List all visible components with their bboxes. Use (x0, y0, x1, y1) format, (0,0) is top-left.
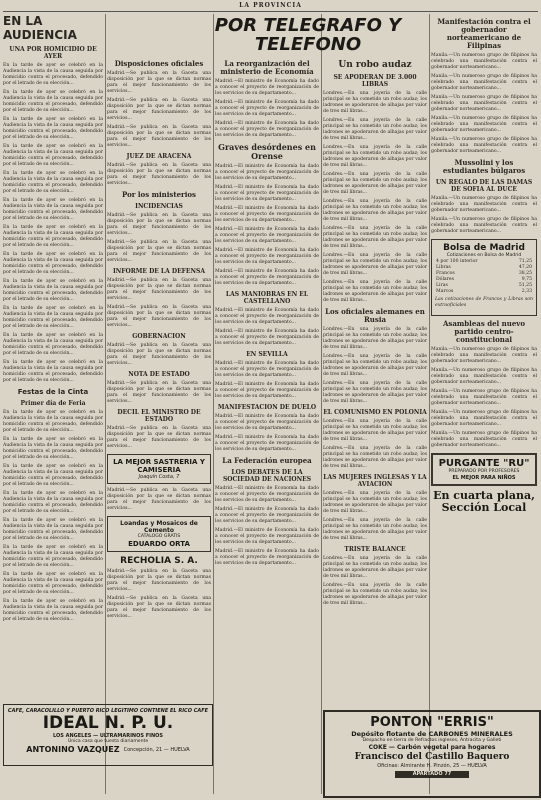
bolsa-label: Dólares (436, 277, 454, 282)
masthead-rule (3, 11, 538, 12)
article-text: Londres.—En una joyería de la calle principal se ha cometido un robo audaz; los ladrones se apoderaron de alhajas por valor de tres mil libras... (323, 199, 427, 222)
article-text: Manila.—Un numeroso grupo de filipinos ha celebrado una manifestación contra el gobernador norteamericano... (431, 137, 537, 154)
bolsa-label: Libras (436, 265, 451, 270)
article-text: Madrid.—Se publica en la Gaceta una disposición por la que se dictan normas para el mejor funcionamiento de los servicios... (107, 125, 211, 148)
article-text: En la tarde de ayer se celebró en la Audiencia la vista de la causa seguida por homicidio contra el procesado, defendido por el letrado de su elección... (3, 90, 103, 113)
article-text: Madrid.—Se publica en la Gaceta una disposición por la que se dictan normas para el mejor funcionamiento de los servicios... (107, 426, 211, 449)
article-text: En la tarde de ayer se celebró en la Audiencia la vista de la causa seguida por homicidio contra el procesado, defendido por el letrado de su elección... (3, 599, 103, 622)
article-text: Madrid.—Se publica en la Gaceta una disposición por la que se dictan normas para el mejor funcionamiento de los servicios... (107, 343, 211, 366)
article-text: Manila.—Un numeroso grupo de filipinos ha celebrado una manifestación contra el gobernador norteamericano... (431, 347, 537, 364)
ad-ponton-line3: COKE — Carbón vegetal para hogares (368, 744, 496, 751)
article-text: Londres.—En una joyería de la calle principal se ha cometido un robo audaz; los ladrones se apoderaron de alhajas por valor de tres mil libras... (323, 172, 427, 195)
bolsa-value: 47,20 (518, 265, 532, 270)
column-4 (323, 56, 427, 704)
article-text: Madrid.—El ministro de Economía ha dado a conocer el proyecto de reorganización de los servicios de su departamento... (215, 361, 319, 378)
ad-sastreria-address: Joaquín Costa, 7 (138, 474, 180, 480)
bolsa-note: Las cotizaciones de Francos y Libras son extraoficiales (435, 297, 533, 308)
article-text: En la tarde de ayer se celebró en la Audiencia la vista de la causa seguida por homicidio contra el procesado, defendido por el letrado de su elección... (3, 545, 103, 568)
article-text: En la tarde de ayer se celebró en la Audiencia la vista de la causa seguida por homicidio contra el procesado, defendido por el letrado de su elección... (3, 198, 103, 221)
section-heading: INFORME DE LA DEFENSA (113, 268, 205, 275)
bolsa-value: 38,25 (518, 271, 532, 276)
article-text: Londres.—En una joyería de la calle principal se ha cometido un robo audaz; los ladrones se apoderaron de alhajas por valor de tres mil libras... (323, 446, 427, 469)
article-text: En la tarde de ayer se celebró en la Audiencia la vista de la causa seguida por homicidio contra el procesado, defendido por el letrado de su elección... (3, 410, 103, 433)
ad-ponton-address: Oficinas: Almirante H. Pinzón, 25 — HUELVA (377, 763, 487, 769)
ad-ideal-sub2: Única casa que tuesta diariamente (67, 739, 149, 744)
article-text: En la tarde de ayer se celebró en la Audiencia la vista de la causa seguida por homicidio contra el procesado, defendido por el letrado de su elección... (3, 306, 103, 329)
article-text: Madrid.—Se publica en la Gaceta una disposición por la que se dictan normas para el mejor funcionamiento de los servicios... (107, 71, 211, 94)
section-subheading: UN REGALO DE LAS DAMAS DE SOFIA AL DUCE (435, 179, 533, 193)
ad-ponton-apartado: APARTADO 77 (395, 771, 469, 778)
article-text: Manila.—Un numeroso grupo de filipinos ha celebrado una manifestación contra el gobernador norteamericano... (431, 217, 537, 234)
section-subheading: SE APODERAN DE 3.000 LIBRAS (333, 74, 417, 88)
article-text: Madrid.—El ministro de Economía ha dado a conocer el proyecto de reorganización de los servicios de su departamento... (215, 528, 319, 545)
section-heading-cinta: Festas de la Cinta (17, 388, 89, 396)
section-heading: LAS MUJERES INGLESAS Y LA AVIACION (323, 474, 427, 488)
article-text: Madrid.—El ministro de Economía ha dado a conocer el proyecto de reorganización de los servicios de su departamento... (215, 206, 319, 223)
article-text: Manila.—Un numeroso grupo de filipinos ha celebrado una manifestación contra el gobernador norteamericano... (431, 53, 537, 70)
article-text: Madrid.—El ministro de Economía ha dado a conocer el proyecto de reorganización de los servicios de su departamento... (215, 549, 319, 566)
article-text: Londres.—En una joyería de la calle principal se ha cometido un robo audaz; los ladrones se apoderaron de alhajas por valor de tres mil libras... (323, 491, 427, 514)
section-heading: JUEZ DE ARACENA (126, 153, 192, 160)
article-text: Madrid.—El ministro de Economía ha dado a conocer el proyecto de reorganización de los servicios de su departamento... (215, 227, 319, 244)
section-heading: La reorganización del ministerio de Economía (220, 59, 314, 76)
section-heading: DECIL EL MINISTRO DE ESTADO (117, 409, 201, 423)
article-text: Madrid.—Se publica en la Gaceta una disposición por la que se dictan normas para el mejor funcionamiento de los servicios... (107, 240, 211, 263)
article-text: En la tarde de ayer se celebró en la Audiencia la vista de la causa seguida por homicidio contra el procesado, defendido por el letrado de su elección... (3, 437, 103, 460)
article-text: Madrid.—Se publica en la Gaceta una disposición por la que se dictan normas para el mejor funcionamiento de los servicios... (107, 596, 211, 619)
article-text: En la tarde de ayer se celebró en la Audiencia la vista de la causa seguida por homicidio contra el procesado, defendido por el letrado de su elección... (3, 518, 103, 541)
ad-mosaicos-catalog: CATALOGO GRATIS (137, 534, 181, 539)
column-rule (321, 14, 322, 794)
article-text: Manila.—Un numeroso grupo de filipinos ha celebrado una manifestación contra el gobernador norteamericano... (431, 389, 537, 406)
article-text: Londres.—En una joyería de la calle principal se ha cometido un robo audaz; los ladrones se apoderaron de alhajas por valor de tres mil libras... (323, 583, 427, 606)
article-text: Manila.—Un numeroso grupo de filipinos ha celebrado una manifestación contra el gobernador norteamericano... (431, 95, 537, 112)
section-heading: LAS MANIOBRAS EN EL CASTELLANO (225, 291, 309, 305)
table-row (435, 289, 533, 295)
article-text: Madrid.—El ministro de Economía ha dado a conocer el proyecto de reorganización de los servicios de su departamento... (215, 507, 319, 524)
ad-ideal (3, 704, 213, 766)
article-text: En la tarde de ayer se celebró en la Audiencia la vista de la causa seguida por homicidio contra el procesado, defendido por el letrado de su elección... (3, 63, 103, 86)
bolsa-label: Francos (436, 271, 455, 276)
article-text: Madrid.—El ministro de Economía ha dado a conocer el proyecto de reorganización de los servicios de su departamento... (215, 269, 319, 286)
bolsa-value: 2,33 (521, 289, 532, 294)
ad-purgante-text: EL MEJOR PARA NIÑOS (452, 475, 516, 481)
article-text: Madrid.—El ministro de Economía ha dado a conocer el proyecto de reorganización de los servicios de su departamento... (215, 329, 319, 346)
column-1 (3, 14, 103, 704)
section-heading: Asambleas del nuevo partido centro-constitucional (442, 319, 526, 344)
column-rule (213, 14, 214, 794)
article-text: En la tarde de ayer se celebró en la Audiencia la vista de la causa seguida por homicidio contra el procesado, defendido por el letrado de su elección... (3, 171, 103, 194)
column-5 (431, 14, 537, 794)
article-text: Madrid.—Se publica en la Gaceta una disposición por la que se dictan normas para el mejor funcionamiento de los servicios... (107, 163, 211, 186)
ad-mosaicos-title: Loandas y Mosaicos de Cemento (120, 520, 198, 534)
section-heading: EL COMUNISMO EN POLONIA (323, 409, 427, 416)
ad-purgante-sub: PREPARADO POR PROFESORES (448, 469, 520, 474)
article-text: Londres.—En una joyería de la calle principal se ha cometido un robo audaz; los ladrones se apoderaron de alhajas por valor de tres mil libras... (323, 118, 427, 141)
section-heading: Un robo audaz (338, 60, 412, 70)
section-heading: UNA POR HOMICIDIO DE AYER (9, 46, 97, 60)
ad-ideal-address: Concepción, 21 — HUELVA (123, 747, 190, 753)
section-heading: NOTA DE ESTADO (128, 371, 190, 378)
ad-sastreria-title: LA MEJOR SASTRERIA Y CAMISERIA (113, 458, 205, 474)
article-text: Madrid.—El ministro de Economía ha dado a conocer el proyecto de reorganización de los servicios de su departamento... (215, 382, 319, 399)
article-text: Madrid.—El ministro de Economía ha dado a conocer el proyecto de reorganización de los servicios de su departamento... (215, 121, 319, 138)
article-text: Londres.—En una joyería de la calle principal se ha cometido un robo audaz; los ladrones se apoderaron de alhajas por valor de tres mil libras... (323, 91, 427, 114)
column-rule (429, 14, 430, 794)
article-text: Madrid.—Se publica en la Gaceta una disposición por la que se dictan normas para el mejor funcionamiento de los servicios... (107, 278, 211, 301)
article-text: En la tarde de ayer se celebró en la Audiencia la vista de la causa seguida por homicidio contra el procesado, defendido por el letrado de su elección... (3, 360, 103, 383)
article-text: Madrid.—Se publica en la Gaceta una disposición por la que se dictan normas para el mejor funcionamiento de los servicios... (107, 98, 211, 121)
section-heading: Disposiciones oficiales (114, 59, 204, 68)
article-text: Madrid.—El ministro de Economía ha dado a conocer el proyecto de reorganización de los servicios de su departamento... (215, 435, 319, 452)
article-text: Londres.—En una joyería de la calle principal se ha cometido un robo audaz; los ladrones se apoderaron de alhajas por valor de tres mil libras... (323, 381, 427, 404)
article-text: Londres.—En una joyería de la calle principal se ha cometido un robo audaz; los ladrones se apoderaron de alhajas por valor de tres mil libras... (323, 145, 427, 168)
section-heading: GOBERNACION (132, 333, 186, 340)
masthead-title: LA PROVINCIA (239, 2, 302, 9)
section-subheading: INCIDENCIAS (135, 203, 183, 210)
ad-sastreria (107, 454, 211, 484)
article-text: En la tarde de ayer se celebró en la Audiencia la vista de la causa seguida por homicidio contra el procesado, defendido por el letrado de su elección... (3, 144, 103, 167)
article-text: Londres.—En una joyería de la calle principal se ha cometido un robo audaz; los ladrones se apoderaron de alhajas por valor de tres mil libras... (323, 280, 427, 303)
bolsa-table (435, 259, 533, 295)
ad-ideal-top: CAFE, CARACOLILLO Y PUERTO RICO LEGITIMO CONTIENE EL RICO CAFE (7, 708, 209, 714)
section-heading: Manifestación contra el gobernador norteamericano de Filipinas (437, 17, 531, 50)
article-text: Manila.—Un numeroso grupo de filipinos ha celebrado una manifestación contra el gobernador norteamericano... (431, 431, 537, 448)
bolsa-value: 9,75 (521, 277, 532, 282)
article-text: Madrid.—El ministro de Economía ha dado a conocer el proyecto de reorganización de los servicios de su departamento... (215, 414, 319, 431)
article-text: En la tarde de ayer se celebró en la Audiencia la vista de la causa seguida por homicidio contra el procesado, defendido por el letrado de su elección... (3, 572, 103, 595)
ad-ponton-line2: Despacho en tierra de Refractos ingleses, Antracita y Galleti (362, 738, 502, 743)
ad-ideal-footer (4, 745, 212, 755)
bolsa-value: 71,25 (518, 259, 532, 264)
article-text: Londres.—En una joyería de la calle principal se ha cometido un robo audaz; los ladrones se apoderaron de alhajas por valor de tres mil libras... (323, 327, 427, 350)
bolsa-label: Marcos (436, 289, 454, 294)
article-text: Londres.—En una joyería de la calle principal se ha cometido un robo audaz; los ladrones se apoderaron de alhajas por valor de tres mil libras... (323, 354, 427, 377)
section-heading: EN SEVILLA (246, 351, 288, 358)
bolsa-value: 51,25 (518, 283, 532, 288)
bolsa-label: Liras (436, 283, 448, 288)
article-text: Londres.—En una joyería de la calle principal se ha cometido un robo audaz; los ladrones se apoderaron de alhajas por valor de tres mil libras... (323, 556, 427, 579)
article-text: En la tarde de ayer se celebró en la Audiencia la vista de la causa seguida por homicidio contra el procesado, defendido por el letrado de su elección... (3, 464, 103, 487)
bolsa-title: Bolsa de Madrid (443, 243, 525, 253)
article-text: Madrid.—Se publica en la Gaceta una disposición por la que se dictan normas para el mejor funcionamiento de los servicios... (107, 305, 211, 328)
article-text: En la tarde de ayer se celebró en la Audiencia la vista de la causa seguida por homicidio contra el procesado, defendido por el letrado de su elección... (3, 252, 103, 275)
article-text: Manila.—Un numeroso grupo de filipinos ha celebrado una manifestación contra el gobernador norteamericano... (431, 196, 537, 213)
masthead (0, 0, 541, 14)
article-text: Madrid.—Se publica en la Gaceta una disposición por la que se dictan normas para el mejor funcionamiento de los servicios... (107, 488, 211, 511)
column-3 (215, 56, 319, 796)
article-text: Madrid.—Se publica en la Gaceta una disposición por la que se dictan normas para el mejor funcionamiento de los servicios... (107, 381, 211, 404)
section-heading: Los oficiales alemanes en Rusia (325, 307, 425, 324)
article-text: Manila.—Un numeroso grupo de filipinos ha celebrado una manifestación contra el gobernador norteamericano... (431, 368, 537, 385)
article-text: Londres.—En una joyería de la calle principal se ha cometido un robo audaz; los ladrones se apoderaron de alhajas por valor de tres mil libras... (323, 226, 427, 249)
article-text: Londres.—En una joyería de la calle principal se ha cometido un robo audaz; los ladrones se apoderaron de alhajas por valor de tres mil libras... (323, 419, 427, 442)
section-heading: La Federación europea (222, 456, 312, 465)
bolsa-box (431, 239, 537, 316)
cuarta-plana-notice: En cuarta plana, Sección Local (433, 489, 535, 514)
column-rule (105, 14, 106, 794)
ad-ponton (323, 710, 541, 798)
ad-mosaicos (107, 516, 211, 552)
ad-recholia: RECHOLIA S. A. (120, 556, 198, 566)
ad-purgante (431, 453, 537, 486)
article-text: Manila.—Un numeroso grupo de filipinos ha celebrado una manifestación contra el gobernador norteamericano... (431, 74, 537, 91)
article-text: Madrid.—El ministro de Economía ha dado a conocer el proyecto de reorganización de los servicios de su departamento... (215, 486, 319, 503)
section-subheading: Primer día de Feria (20, 400, 86, 407)
section-heading: Mussolini y los estudiantes búlgaros (442, 158, 526, 175)
section-heading: Por los ministerios (122, 190, 196, 199)
section-heading: Graves desórdenes en Orense (218, 142, 316, 161)
article-text: En la tarde de ayer se celebró en la Audiencia la vista de la causa seguida por homicidio contra el procesado, defendido por el letrado de su elección... (3, 117, 103, 140)
article-text: Londres.—En una joyería de la calle principal se ha cometido un robo audaz; los ladrones se apoderaron de alhajas por valor de tres mil libras... (323, 253, 427, 276)
article-text: En la tarde de ayer se celebró en la Audiencia la vista de la causa seguida por homicidio contra el procesado, defendido por el letrado de su elección... (3, 279, 103, 302)
headline-audiencia: EN LA AUDIENCIA (3, 14, 77, 42)
ad-purgante-title: PURGANTE "RU" (438, 458, 530, 469)
section-heading: MANIFESTACION DE DUELO (217, 404, 317, 411)
section-heading: TRISTE BALANCE (344, 546, 406, 553)
ad-ponton-line1: Depósito flotante de CARBONES MINERALES (351, 730, 513, 738)
ad-ideal-sub: LOS ANGELES — ULTRAMARINOS FINOS (52, 733, 164, 739)
article-text: Manila.—Un numeroso grupo de filipinos ha celebrado una manifestación contra el gobernador norteamericano... (431, 410, 537, 427)
article-text: Madrid.—El ministro de Economía ha dado a conocer el proyecto de reorganización de los servicios de su departamento... (215, 100, 319, 117)
article-text: En la tarde de ayer se celebró en la Audiencia la vista de la causa seguida por homicidio contra el procesado, defendido por el letrado de su elección... (3, 333, 103, 356)
article-text: Madrid.—El ministro de Economía ha dado a conocer el proyecto de reorganización de los servicios de su departamento... (215, 79, 319, 96)
bolsa-subtitle: Cotizaciones en Bolsa de Madrid (446, 253, 522, 258)
bolsa-label: 4 por 100 interior (436, 259, 478, 264)
banner-headline: POR TELEGRAFO Y TELEFONO (214, 15, 402, 55)
section-subheading: LOS DEBATES DE LA SOCIEDAD DE NACIONES (222, 469, 312, 483)
article-text: Madrid.—El ministro de Economía ha dado a conocer el proyecto de reorganización de los servicios de su departamento... (215, 248, 319, 265)
ad-ideal-owner: ANTONINO VAZQUEZ (26, 745, 120, 754)
article-text: En la tarde de ayer se celebró en la Audiencia la vista de la causa seguida por homicidio contra el procesado, defendido por el letrado de su elección... (3, 491, 103, 514)
ad-mosaicos-owner: EDUARDO ORTA (128, 540, 190, 548)
ad-ideal-name: IDEAL N. P. U. (42, 713, 174, 733)
article-text: Manila.—Un numeroso grupo de filipinos ha celebrado una manifestación contra el gobernador norteamericano... (431, 116, 537, 133)
article-text: Madrid.—El ministro de Economía ha dado a conocer el proyecto de reorganización de los servicios de su departamento... (215, 185, 319, 202)
article-text: Madrid.—El ministro de Economía ha dado a conocer el proyecto de reorganización de los servicios de su departamento... (215, 308, 319, 325)
column-2 (107, 56, 211, 692)
article-text: En la tarde de ayer se celebró en la Audiencia la vista de la causa seguida por homicidio contra el procesado, defendido por el letrado de su elección... (3, 225, 103, 248)
article-text: Madrid.—Se publica en la Gaceta una disposición por la que se dictan normas para el mejor funcionamiento de los servicios... (107, 569, 211, 592)
article-text: Londres.—En una joyería de la calle principal se ha cometido un robo audaz; los ladrones se apoderaron de alhajas por valor de tres mil libras... (323, 518, 427, 541)
ad-ponton-name: PONTON "ERRIS" (370, 715, 494, 730)
ad-ponton-owner: Francisco del Castillo Baquero (354, 752, 510, 762)
article-text: Madrid.—El ministro de Economía ha dado a conocer el proyecto de reorganización de los servicios de su departamento... (215, 164, 319, 181)
article-text: Madrid.—Se publica en la Gaceta una disposición por la que se dictan normas para el mejor funcionamiento de los servicios... (107, 213, 211, 236)
